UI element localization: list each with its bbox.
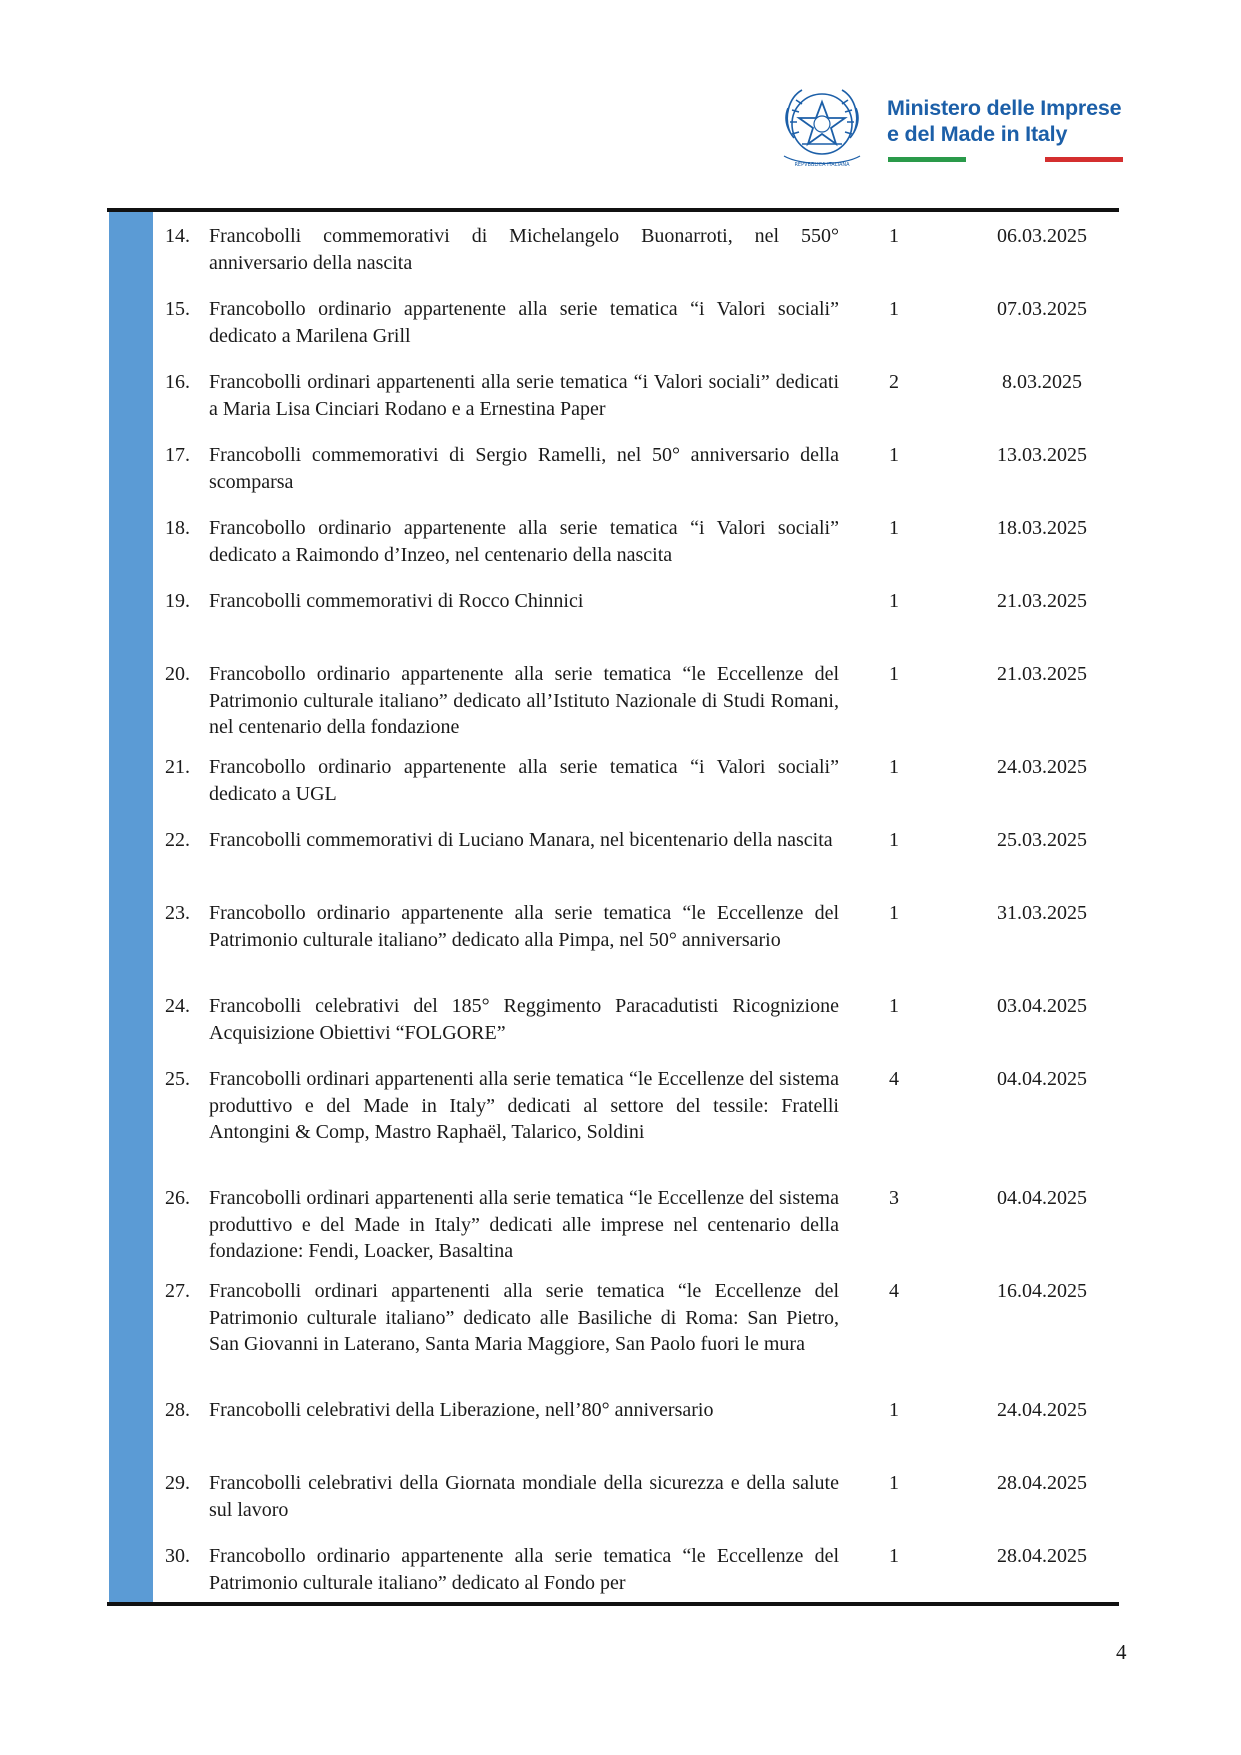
row-description: Francobolli commemorativi di Luciano Manara, nel bicentenario della nascita bbox=[209, 829, 833, 851]
row-date: 21.03.2025 bbox=[997, 663, 1087, 685]
row-date: 04.04.2025 bbox=[997, 1187, 1087, 1209]
row-description: Francobollo ordinario appartenente alla serie tematica “i Valori sociali” dedicato a UGL bbox=[209, 756, 839, 805]
row-description: Francobollo ordinario appartenente alla serie tematica “le Eccellenze del Patrimonio culturale italiano” dedicato al Fondo per bbox=[209, 1545, 839, 1594]
row-description: Francobolli celebrativi del 185° Reggimento Paracadutisti Ricognizione Acquisizione Obiettivi “FOLGORE” bbox=[209, 995, 839, 1044]
row-description: Francobolli celebrativi della Giornata mondiale della sicurezza e della salute sul lavoro bbox=[209, 1472, 839, 1521]
row-description: Francobolli commemorativi di Michelangelo Buonarroti, nel 550° anniversario della nascita bbox=[209, 225, 839, 274]
table-row bbox=[153, 650, 1119, 743]
row-number: 29. bbox=[165, 1472, 190, 1494]
row-number: 30. bbox=[165, 1545, 190, 1567]
row-description: Francobollo ordinario appartenente alla serie tematica “le Eccellenze del Patrimonio culturale italiano” dedicato alla Pimpa, nel 50° anniversario bbox=[209, 902, 839, 951]
row-description: Francobollo ordinario appartenente alla serie tematica “le Eccellenze del Patrimonio culturale italiano” dedicato all’Istituto Nazionale di Studi Romani, nel centenario della fondazione bbox=[209, 663, 839, 738]
row-number: 24. bbox=[165, 995, 190, 1017]
row-number: 26. bbox=[165, 1187, 190, 1209]
table-row bbox=[153, 1386, 1119, 1459]
table-row bbox=[153, 1055, 1119, 1174]
row-date: 13.03.2025 bbox=[997, 444, 1087, 466]
row-quantity: 1 bbox=[889, 517, 899, 539]
row-description: Francobolli ordinari appartenenti alla serie tematica “le Eccellenze del sistema produttivo e del Made in Italy” dedicati al settore del tessile: Fratelli Antongini & Comp, Mastro Raphaël, Talarico, Soldini bbox=[209, 1068, 839, 1143]
row-number: 16. bbox=[165, 371, 190, 393]
ministry-name-line1: Ministero delle Imprese bbox=[887, 96, 1122, 120]
table-blue-column bbox=[109, 212, 153, 1602]
ministry-name bbox=[887, 95, 1121, 147]
row-date: 04.04.2025 bbox=[997, 1068, 1087, 1090]
table-row bbox=[153, 982, 1119, 1055]
row-quantity: 1 bbox=[889, 1399, 899, 1421]
table-row bbox=[153, 577, 1119, 650]
row-description: Francobolli commemorativi di Rocco Chinnici bbox=[209, 590, 584, 612]
table-row bbox=[153, 285, 1119, 358]
row-number: 19. bbox=[165, 590, 190, 612]
row-description: Francobolli ordinari appartenenti alla serie tematica “le Eccellenze del Patrimonio culturale italiano” dedicato alle Basiliche di Roma: San Pietro, San Giovanni in Laterano, Santa Maria Maggiore, San Paolo fuori le mura bbox=[209, 1280, 839, 1355]
row-date: 31.03.2025 bbox=[997, 902, 1087, 924]
table-row bbox=[153, 1459, 1119, 1532]
table-row bbox=[153, 889, 1119, 982]
row-description: Francobolli commemorativi di Sergio Ramelli, nel 50° anniversario della scomparsa bbox=[209, 444, 839, 493]
row-number: 22. bbox=[165, 829, 190, 851]
row-date: 03.04.2025 bbox=[997, 995, 1087, 1017]
table-row bbox=[153, 358, 1119, 431]
row-quantity: 1 bbox=[889, 298, 899, 320]
row-number: 14. bbox=[165, 225, 190, 247]
row-quantity: 1 bbox=[889, 225, 899, 247]
row-quantity: 1 bbox=[889, 444, 899, 466]
row-quantity: 4 bbox=[889, 1280, 899, 1302]
row-number: 23. bbox=[165, 902, 190, 924]
table-rows bbox=[153, 212, 1119, 1607]
row-quantity: 2 bbox=[889, 371, 899, 393]
row-number: 21. bbox=[165, 756, 190, 778]
table-row bbox=[153, 816, 1119, 889]
row-number: 27. bbox=[165, 1280, 190, 1302]
row-description: Francobollo ordinario appartenente alla serie tematica “i Valori sociali” dedicato a Marilena Grill bbox=[209, 298, 839, 347]
row-number: 25. bbox=[165, 1068, 190, 1090]
flag-green-bar bbox=[888, 157, 966, 162]
table-row bbox=[153, 431, 1119, 504]
row-date: 21.03.2025 bbox=[997, 590, 1087, 612]
row-date: 24.04.2025 bbox=[997, 1399, 1087, 1421]
row-description: Francobollo ordinario appartenente alla serie tematica “i Valori sociali” dedicato a Raimondo d’Inzeo, nel centenario della nascita bbox=[209, 517, 839, 566]
row-date: 28.04.2025 bbox=[997, 1545, 1087, 1567]
table-row bbox=[153, 212, 1119, 285]
row-number: 28. bbox=[165, 1399, 190, 1421]
stamps-table bbox=[107, 208, 1119, 1606]
row-date: 8.03.2025 bbox=[1002, 371, 1082, 393]
row-quantity: 1 bbox=[889, 902, 899, 924]
emblem-ribbon-text: REPVBBLICA ITALIANA bbox=[794, 162, 850, 168]
row-number: 17. bbox=[165, 444, 190, 466]
italian-republic-emblem-icon bbox=[776, 78, 868, 176]
row-quantity: 3 bbox=[889, 1187, 899, 1209]
row-description: Francobolli ordinari appartenenti alla serie tematica “le Eccellenze del sistema produttivo e del Made in Italy” dedicati alle imprese nel centenario della fondazione: Fendi, Loacker, Basaltina bbox=[209, 1187, 839, 1262]
table-row bbox=[153, 1267, 1119, 1386]
table-row bbox=[153, 1532, 1119, 1607]
row-quantity: 1 bbox=[889, 590, 899, 612]
table-row bbox=[153, 504, 1119, 577]
row-quantity: 1 bbox=[889, 756, 899, 778]
row-quantity: 1 bbox=[889, 1472, 899, 1494]
row-date: 24.03.2025 bbox=[997, 756, 1087, 778]
row-date: 16.04.2025 bbox=[997, 1280, 1087, 1302]
row-number: 20. bbox=[165, 663, 190, 685]
row-quantity: 1 bbox=[889, 829, 899, 851]
row-quantity: 1 bbox=[889, 995, 899, 1017]
ministry-name-line2: e del Made in Italy bbox=[887, 122, 1068, 146]
flag-red-bar bbox=[1045, 157, 1123, 162]
table-bottom-rule bbox=[107, 1602, 1119, 1606]
row-description: Francobolli celebrativi della Liberazione, nell’80° anniversario bbox=[209, 1399, 714, 1421]
row-quantity: 1 bbox=[889, 663, 899, 685]
table-row bbox=[153, 1174, 1119, 1267]
row-date: 28.04.2025 bbox=[997, 1472, 1087, 1494]
row-date: 18.03.2025 bbox=[997, 517, 1087, 539]
page-number: 4 bbox=[1116, 1640, 1127, 1664]
row-number: 18. bbox=[165, 517, 190, 539]
table-row bbox=[153, 743, 1119, 816]
row-description: Francobolli ordinari appartenenti alla serie tematica “i Valori sociali” dedicati a Maria Lisa Cinciari Rodano e a Ernestina Paper bbox=[209, 371, 839, 420]
row-quantity: 1 bbox=[889, 1545, 899, 1567]
row-date: 07.03.2025 bbox=[997, 298, 1087, 320]
row-quantity: 4 bbox=[889, 1068, 899, 1090]
row-date: 06.03.2025 bbox=[997, 225, 1087, 247]
row-number: 15. bbox=[165, 298, 190, 320]
row-date: 25.03.2025 bbox=[997, 829, 1087, 851]
